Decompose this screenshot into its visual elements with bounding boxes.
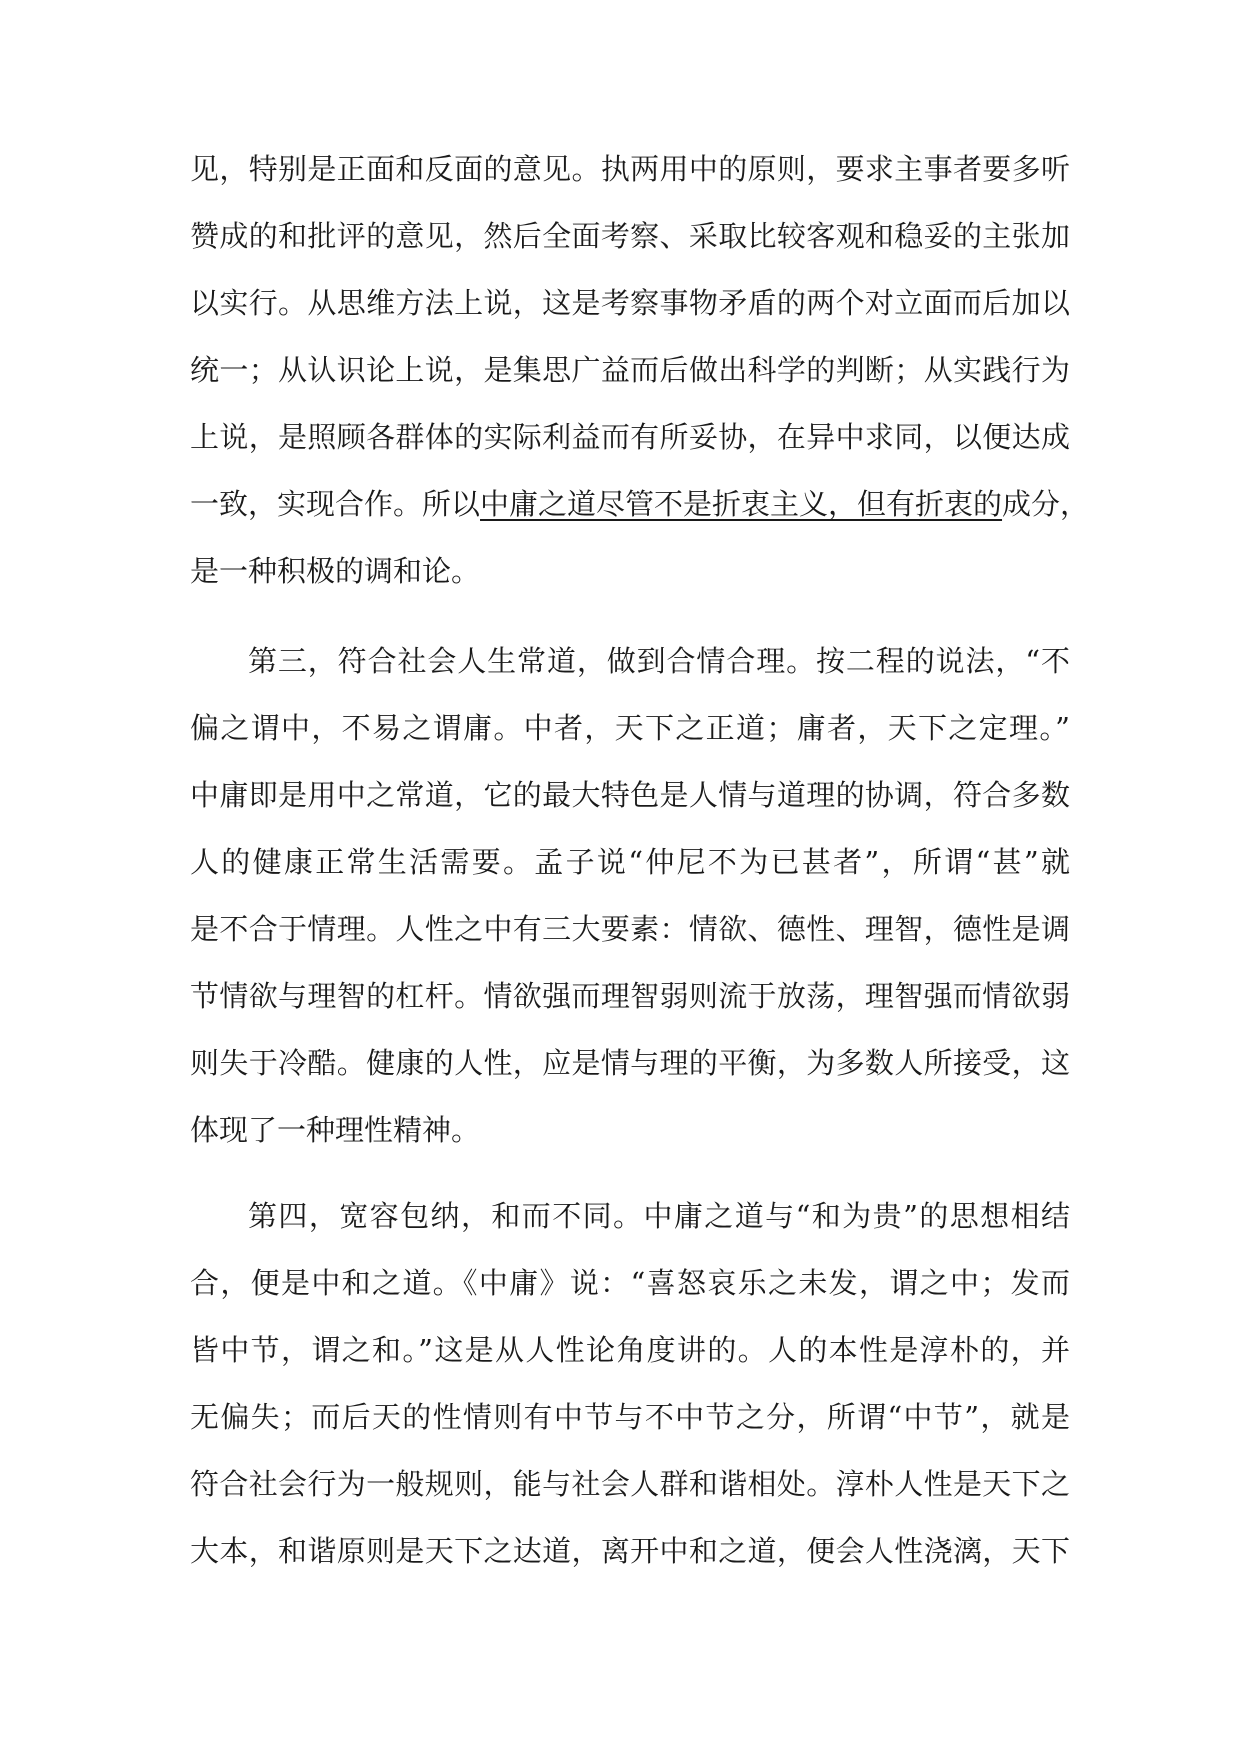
text-line: 符合社会行为一般规则，能与社会人群和谐相处。淳朴人性是天下之	[190, 1467, 1070, 1501]
paragraph-continued	[190, 136, 1090, 605]
text-line-with-underline	[190, 471, 1090, 538]
text-segment: 一致，实现合作。所以	[190, 487, 481, 521]
text-line: 第三，符合社会人生常道，做到合情合理。按二程的说法，“不	[248, 644, 1070, 678]
text-line: 是一种积极的调和论。	[190, 554, 481, 588]
text-line: 以实行。从思维方法上说，这是考察事物矛盾的两个对立面而后加以	[190, 286, 1070, 320]
paragraph-fourth	[190, 1183, 1070, 1585]
text-line: 大本，和谐原则是天下之达道，离开中和之道，便会人性浇漓，天下	[190, 1534, 1070, 1568]
text-segment: 成分，	[1002, 487, 1090, 521]
text-line: 无偏失；而后天的性情则有中节与不中节之分，所谓“中节”，就是	[190, 1400, 1070, 1434]
paragraph-third	[190, 628, 1070, 1164]
text-line: 是不合于情理。人性之中有三大要素：情欲、德性、理智，德性是调	[190, 912, 1070, 946]
text-line: 则失于冷酷。健康的人性，应是情与理的平衡，为多数人所接受，这	[190, 1046, 1070, 1080]
text-line: 赞成的和批评的意见，然后全面考察、采取比较客观和稳妥的主张加	[190, 219, 1070, 253]
text-line: 中庸即是用中之常道，它的最大特色是人情与道理的协调，符合多数	[190, 778, 1070, 812]
text-line: 节情欲与理智的杠杆。情欲强而理智弱则流于放荡，理智强而情欲弱	[190, 979, 1070, 1013]
underlined-phrase: 中庸之道尽管不是折衷主义，但有折衷的	[480, 487, 1003, 521]
text-line: 合，便是中和之道。《中庸》说：“喜怒哀乐之未发，谓之中；发而	[190, 1266, 1070, 1300]
text-line: 统一；从认识论上说，是集思广益而后做出科学的判断；从实践行为	[190, 353, 1070, 387]
text-line: 见，特别是正面和反面的意见。执两用中的原则，要求主事者要多听	[190, 152, 1070, 186]
text-line: 上说，是照顾各群体的实际利益而有所妥协，在异中求同，以便达成	[190, 420, 1070, 454]
text-line: 第四，宽容包纳，和而不同。中庸之道与“和为贵”的思想相结	[248, 1199, 1070, 1233]
text-line: 体现了一种理性精神。	[190, 1113, 481, 1147]
text-line: 人的健康正常生活需要。孟子说“仲尼不为已甚者”，所谓“甚”就	[190, 845, 1070, 879]
text-line: 偏之谓中，不易之谓庸。中者，天下之正道；庸者，天下之定理。”	[190, 711, 1070, 745]
text-line: 皆中节，谓之和。”这是从人性论角度讲的。人的本性是淳朴的，并	[190, 1333, 1070, 1367]
